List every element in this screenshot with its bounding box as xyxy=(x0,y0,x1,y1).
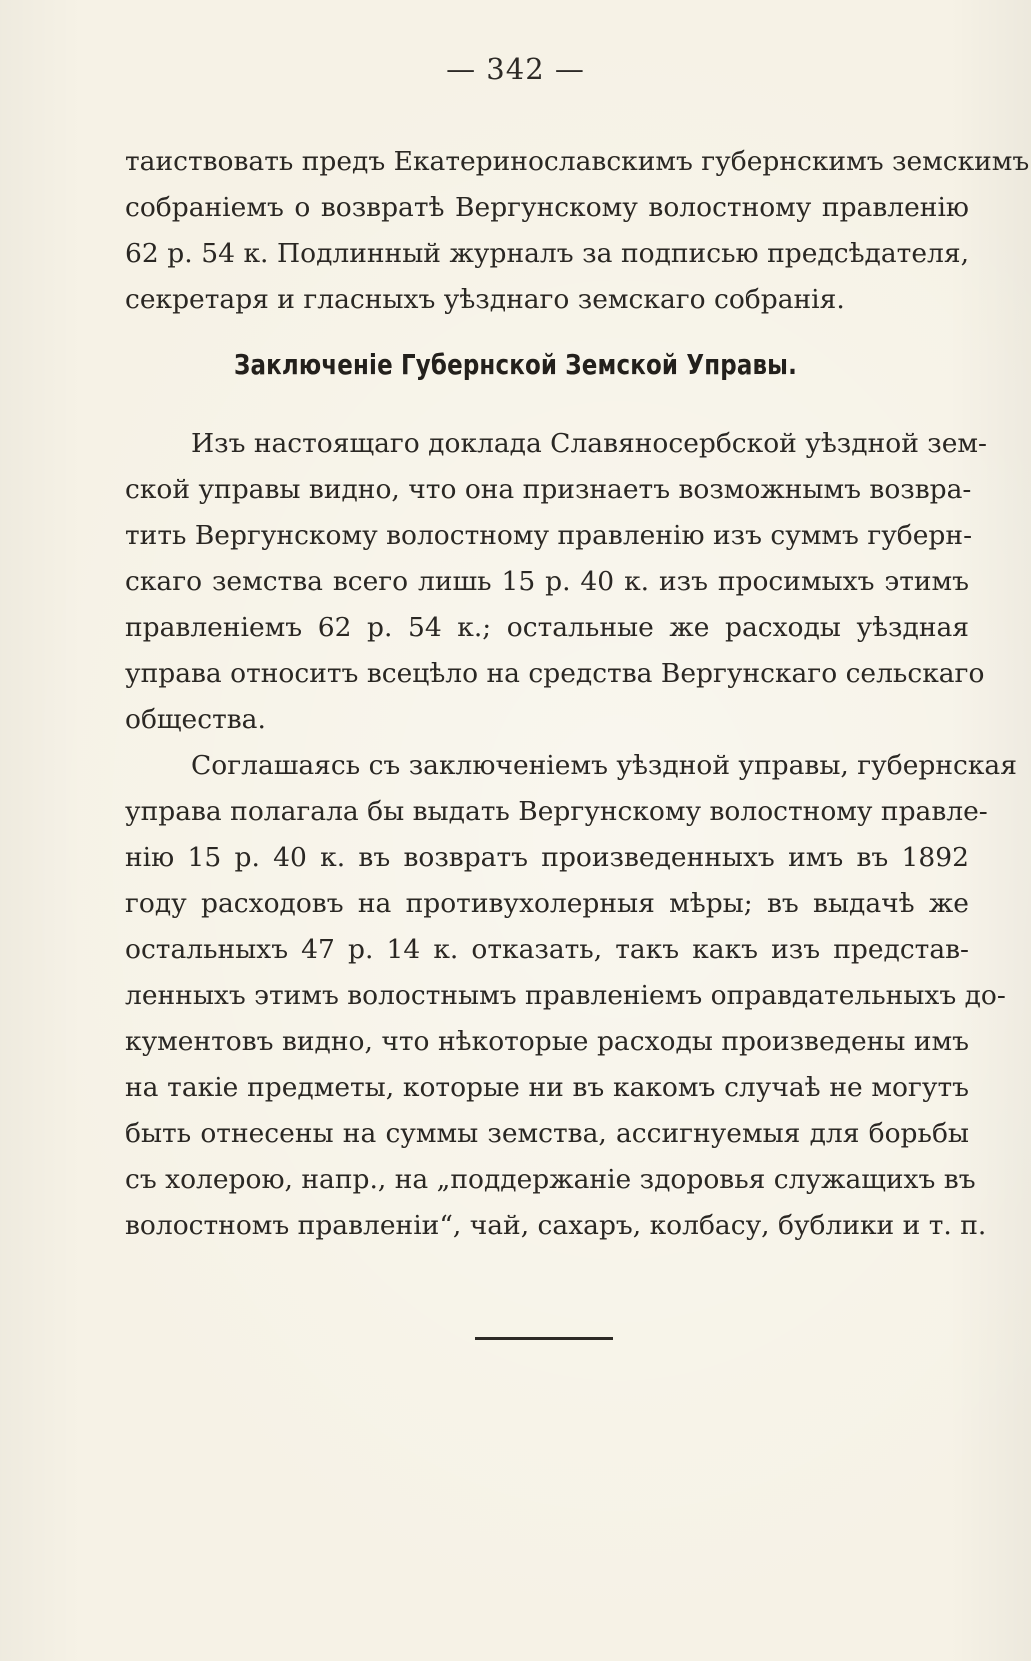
paragraph-line: остальныхъ 47 р. 14 к. отказать, такъ какъ изъ представ- xyxy=(125,934,969,965)
paragraph-line: ской управы видно, что она признаетъ возможнымъ возвра- xyxy=(125,474,972,505)
paragraph-line: управа полагала бы выдать Вергунскому волостному правле- xyxy=(125,796,988,827)
paragraph-line: на такіе предметы, которые ни въ какомъ случаѣ не могутъ xyxy=(125,1072,969,1103)
paragraph-line: съ холерою, напр., на „поддержаніе здоровья служащихъ въ xyxy=(125,1164,976,1195)
closing-rule xyxy=(475,1337,613,1340)
intro-line: 62 р. 54 к. Подлинный журналъ за подписью предсѣдателя, xyxy=(125,238,969,269)
paragraph-line: Изъ настоящаго доклада Славяносербской уѣздной зем- xyxy=(191,428,987,459)
paragraph-line: нію 15 р. 40 к. въ возвратъ произведенныхъ имъ въ 1892 xyxy=(125,842,969,873)
paragraph-line: быть отнесены на суммы земства, ассигнуемыя для борьбы xyxy=(125,1118,969,1149)
paragraph-line: управа относитъ всецѣло на средства Вергунскаго сельскаго xyxy=(125,658,985,689)
page-number: — 342 — xyxy=(446,52,585,86)
intro-line: таиствовать предъ Екатеринославскимъ губернскимъ земскимъ xyxy=(125,146,1030,177)
paragraph-line: скаго земства всего лишь 15 р. 40 к. изъ просимыхъ этимъ xyxy=(125,566,969,597)
paragraph-line: году расходовъ на противухолерныя мѣры; въ выдачѣ же xyxy=(125,888,969,919)
intro-line: секретаря и гласныхъ уѣзднаго земскаго собранія. xyxy=(125,284,845,315)
paragraph-1 xyxy=(125,421,987,743)
intro-line: собраніемъ о возвратѣ Вергунскому волостному правленію xyxy=(125,192,969,223)
paragraph-line: правленіемъ 62 р. 54 к.; остальные же расходы уѣздная xyxy=(125,612,969,643)
paragraph-line: волостномъ правленіи“, чай, сахаръ, колбасу, бублики и т. п. xyxy=(125,1210,987,1241)
paragraph-line: кументовъ видно, что нѣкоторые расходы произведены имъ xyxy=(125,1026,969,1057)
section-heading: Заключеніе Губернской Земской Управы. xyxy=(233,348,797,381)
paragraph-line: тить Вергунскому волостному правленію изъ суммъ губерн- xyxy=(125,520,973,551)
paragraph-line: ленныхъ этимъ волостнымъ правленіемъ оправдательныхъ до- xyxy=(125,980,1006,1011)
intro-paragraph xyxy=(125,139,1030,323)
paragraph-line: общества. xyxy=(125,704,266,735)
paragraph-line: Соглашаясь съ заключеніемъ уѣздной управы, губернская xyxy=(191,750,1017,781)
paragraph-2 xyxy=(125,743,1017,1249)
